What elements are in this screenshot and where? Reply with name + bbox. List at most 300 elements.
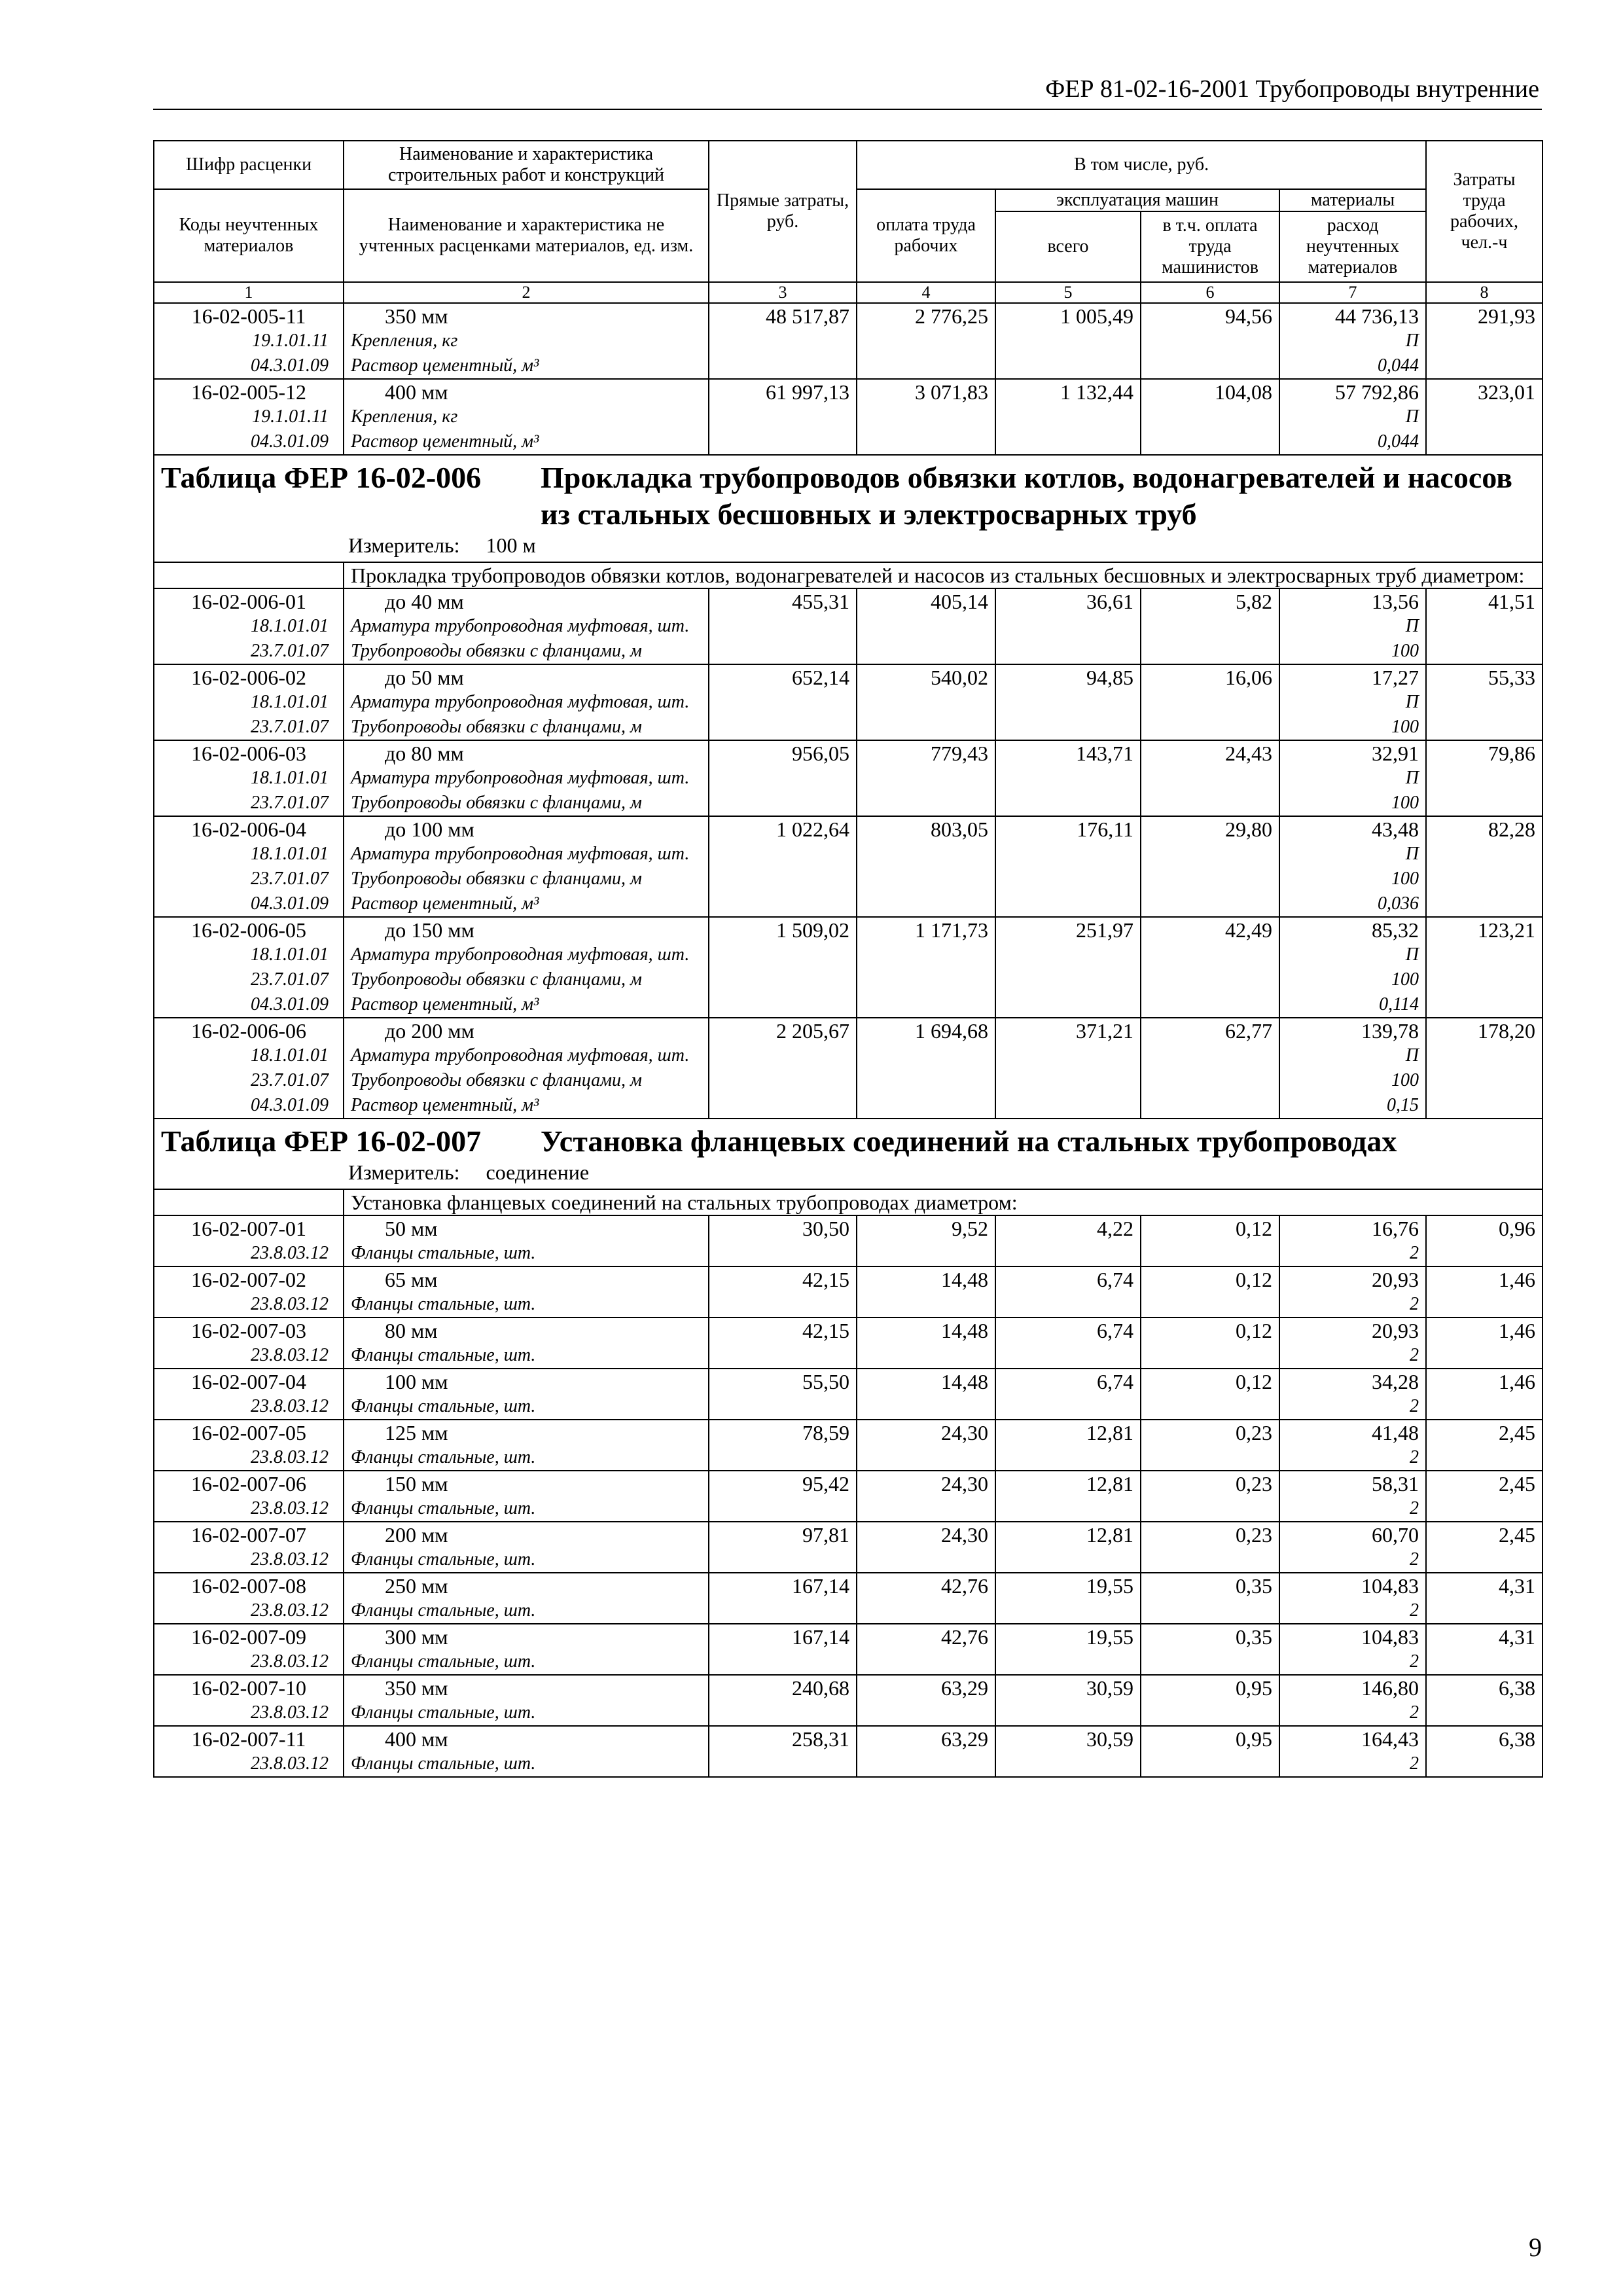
work-name-cell <box>344 1726 709 1777</box>
materials-cell <box>1279 1522 1426 1573</box>
work-name-cell <box>344 379 709 455</box>
labor-cost: 3 071,83 <box>857 379 995 455</box>
col-including-header: В том числе, руб. <box>857 141 1426 189</box>
material-name: Фланцы стальные, шт. <box>351 1396 536 1416</box>
materials-cost: 146,80 <box>1361 1676 1419 1700</box>
material-name: Раствор цементный, м³ <box>351 994 539 1014</box>
col-number: 4 <box>857 282 995 303</box>
rate-code: 16-02-005-12 <box>191 380 306 404</box>
rate-code-cell <box>154 1215 344 1266</box>
table-006-label: Таблица ФЕР 16-02-006 <box>161 461 482 494</box>
materials-cost: 20,93 <box>1372 1268 1419 1291</box>
rate-code-cell <box>154 1266 344 1318</box>
materials-cell <box>1279 588 1426 664</box>
work-name-cell <box>344 1573 709 1624</box>
material-code: 04.3.01.09 <box>251 994 329 1014</box>
material-name: Фланцы стальные, шт. <box>351 1294 536 1314</box>
table-row <box>154 740 1543 816</box>
material-code: 04.3.01.09 <box>251 431 329 452</box>
work-name: до 150 мм <box>385 918 474 942</box>
machines-cost: 176,11 <box>995 816 1141 917</box>
rate-code: 16-02-007-09 <box>191 1625 306 1649</box>
labor-cost: 63,29 <box>857 1726 995 1777</box>
meter-label: Измеритель: <box>348 1160 460 1184</box>
rate-code-cell <box>154 379 344 455</box>
document-title: ФЕР 81-02-16-2001 Трубопроводы внутренние <box>1045 75 1539 103</box>
material-code: 23.7.01.07 <box>251 641 329 661</box>
labor-hours: 1,46 <box>1426 1369 1543 1420</box>
work-name: до 100 мм <box>385 817 474 841</box>
rate-code: 16-02-007-01 <box>191 1217 306 1240</box>
materials-cost: 85,32 <box>1372 918 1419 942</box>
material-amount: 0,036 <box>1378 893 1419 914</box>
work-name-cell <box>344 1215 709 1266</box>
rate-code: 16-02-007-02 <box>191 1268 306 1291</box>
material-amount: П <box>1405 331 1419 351</box>
work-name: до 50 мм <box>385 666 464 689</box>
labor-hours: 323,01 <box>1426 379 1543 455</box>
machinist-labor-cost: 0,23 <box>1141 1420 1279 1471</box>
rate-code: 16-02-007-10 <box>191 1676 306 1700</box>
direct-cost: 455,31 <box>709 588 857 664</box>
materials-cell <box>1279 1215 1426 1266</box>
materials-cost: 16,76 <box>1372 1217 1419 1240</box>
material-amount: 100 <box>1391 641 1419 661</box>
table-row <box>154 1573 1543 1624</box>
rate-code: 16-02-007-11 <box>191 1727 306 1751</box>
machines-cost: 12,81 <box>995 1420 1141 1471</box>
work-name: до 40 мм <box>385 590 464 613</box>
direct-cost: 167,14 <box>709 1573 857 1624</box>
labor-cost: 63,29 <box>857 1675 995 1726</box>
machinist-labor-cost: 0,12 <box>1141 1266 1279 1318</box>
material-name: Трубопроводы обвязки с фланцами, м <box>351 1070 642 1090</box>
rate-code-cell <box>154 1522 344 1573</box>
col-materials-header: материалы <box>1279 189 1426 211</box>
labor-hours: 4,31 <box>1426 1573 1543 1624</box>
direct-cost: 95,42 <box>709 1471 857 1522</box>
work-name: до 200 мм <box>385 1019 474 1043</box>
material-amount: П <box>1405 616 1419 636</box>
labor-hours: 2,45 <box>1426 1522 1543 1573</box>
rate-code: 16-02-006-01 <box>191 590 306 613</box>
labor-hours: 82,28 <box>1426 816 1543 917</box>
materials-cell <box>1279 1369 1426 1420</box>
machines-cost: 12,81 <box>995 1471 1141 1522</box>
labor-hours: 41,51 <box>1426 588 1543 664</box>
material-amount: 2 <box>1410 1651 1419 1672</box>
material-name: Арматура трубопроводная муфтовая, шт. <box>351 1045 690 1066</box>
work-name: 150 мм <box>385 1472 448 1496</box>
material-name: Трубопроводы обвязки с фланцами, м <box>351 641 642 661</box>
materials-cost: 104,83 <box>1361 1625 1419 1649</box>
table-007-meter <box>161 1160 1535 1185</box>
materials-cell <box>1279 816 1426 917</box>
col-number: 1 <box>154 282 344 303</box>
work-name-cell <box>344 1675 709 1726</box>
material-amount: 2 <box>1410 1396 1419 1416</box>
work-name-cell <box>344 1266 709 1318</box>
material-name: Фланцы стальные, шт. <box>351 1549 536 1570</box>
material-name: Раствор цементный, м³ <box>351 431 539 452</box>
rate-code-cell <box>154 740 344 816</box>
table-006-section <box>154 455 1543 588</box>
rate-code-cell <box>154 1420 344 1471</box>
labor-cost: 803,05 <box>857 816 995 917</box>
material-name: Арматура трубопроводная муфтовая, шт. <box>351 692 690 712</box>
material-code: 23.8.03.12 <box>251 1396 329 1416</box>
work-name: 350 мм <box>385 1676 448 1700</box>
table-006-body <box>154 588 1543 1119</box>
rate-code: 16-02-006-02 <box>191 666 306 689</box>
machines-cost: 6,74 <box>995 1266 1141 1318</box>
rate-code-cell <box>154 588 344 664</box>
direct-cost: 652,14 <box>709 664 857 740</box>
material-name: Раствор цементный, м³ <box>351 1095 539 1115</box>
machines-cost: 4,22 <box>995 1215 1141 1266</box>
materials-cell <box>1279 303 1426 379</box>
table-007-intro: Установка фланцевых соединений на стальных трубопроводах диаметром: <box>344 1189 1543 1215</box>
table-row <box>154 303 1543 379</box>
table-row <box>154 917 1543 1018</box>
work-name: 125 мм <box>385 1421 448 1444</box>
material-name: Трубопроводы обвязки с фланцами, м <box>351 969 642 990</box>
table-header <box>154 141 1543 303</box>
work-name: 300 мм <box>385 1625 448 1649</box>
labor-cost: 1 694,68 <box>857 1018 995 1119</box>
material-amount: П <box>1405 944 1419 965</box>
labor-cost: 779,43 <box>857 740 995 816</box>
col-number: 5 <box>995 282 1141 303</box>
table-006-title: Прокладка трубопроводов обвязки котлов, водонагревателей и насосов из стальных бесшовных и электросварных труб <box>541 461 1512 531</box>
work-name: 400 мм <box>385 380 448 404</box>
material-amount: 2 <box>1410 1294 1419 1314</box>
labor-hours: 123,21 <box>1426 917 1543 1018</box>
material-amount: 2 <box>1410 1447 1419 1467</box>
material-name: Раствор цементный, м³ <box>351 893 539 914</box>
machinist-labor-cost: 0,12 <box>1141 1215 1279 1266</box>
materials-cost: 139,78 <box>1361 1019 1419 1043</box>
materials-cell <box>1279 1318 1426 1369</box>
rate-code-cell <box>154 1471 344 1522</box>
material-code: 23.8.03.12 <box>251 1345 329 1365</box>
machinist-labor-cost: 0,35 <box>1141 1624 1279 1675</box>
direct-cost: 258,31 <box>709 1726 857 1777</box>
material-amount: 100 <box>1391 969 1419 990</box>
machinist-labor-cost: 62,77 <box>1141 1018 1279 1119</box>
material-code: 18.1.01.01 <box>251 944 329 965</box>
material-code: 18.1.01.01 <box>251 1045 329 1066</box>
material-code: 19.1.01.11 <box>252 406 329 427</box>
direct-cost: 2 205,67 <box>709 1018 857 1119</box>
material-amount: П <box>1405 406 1419 427</box>
table-007-label: Таблица ФЕР 16-02-007 <box>161 1124 482 1158</box>
material-code: 23.8.03.12 <box>251 1447 329 1467</box>
col-number: 8 <box>1426 282 1543 303</box>
rate-code-cell <box>154 1726 344 1777</box>
table-005-body <box>154 303 1543 455</box>
rate-code-cell <box>154 1318 344 1369</box>
material-name: Фланцы стальные, шт. <box>351 1498 536 1518</box>
labor-cost: 42,76 <box>857 1624 995 1675</box>
direct-cost: 42,15 <box>709 1266 857 1318</box>
rate-code: 16-02-007-07 <box>191 1523 306 1547</box>
material-amount: 0,044 <box>1378 431 1419 452</box>
labor-cost: 405,14 <box>857 588 995 664</box>
direct-cost: 55,50 <box>709 1369 857 1420</box>
table-row <box>154 1266 1543 1318</box>
machines-cost: 143,71 <box>995 740 1141 816</box>
machines-cost: 1 005,49 <box>995 303 1141 379</box>
col-machines-labor-header: в т.ч. оплата труда машинистов <box>1141 211 1279 282</box>
work-name: 250 мм <box>385 1574 448 1598</box>
materials-cost: 44 736,13 <box>1335 304 1419 328</box>
machinist-labor-cost: 16,06 <box>1141 664 1279 740</box>
machines-cost: 6,74 <box>995 1318 1141 1369</box>
machines-cost: 251,97 <box>995 917 1141 1018</box>
col-name-header: Наименование и характеристика строительных работ и конструкций <box>344 141 709 189</box>
work-name-cell <box>344 1018 709 1119</box>
material-code: 18.1.01.01 <box>251 844 329 864</box>
work-name-cell <box>344 1369 709 1420</box>
document-header <box>153 73 1542 110</box>
labor-hours: 55,33 <box>1426 664 1543 740</box>
material-name: Фланцы стальные, шт. <box>351 1345 536 1365</box>
materials-cell <box>1279 1624 1426 1675</box>
rate-code: 16-02-006-06 <box>191 1019 306 1043</box>
materials-cost: 13,56 <box>1372 590 1419 613</box>
machinist-labor-cost: 0,12 <box>1141 1369 1279 1420</box>
rate-code: 16-02-006-04 <box>191 817 306 841</box>
material-code: 23.7.01.07 <box>251 793 329 813</box>
materials-cell <box>1279 740 1426 816</box>
direct-cost: 1 022,64 <box>709 816 857 917</box>
work-name: 65 мм <box>385 1268 438 1291</box>
table-007-section <box>154 1119 1543 1215</box>
material-name: Фланцы стальные, шт. <box>351 1702 536 1723</box>
material-amount: 100 <box>1391 793 1419 813</box>
rate-code-cell <box>154 816 344 917</box>
materials-cell <box>1279 664 1426 740</box>
labor-hours: 6,38 <box>1426 1675 1543 1726</box>
materials-cost: 104,83 <box>1361 1574 1419 1598</box>
material-code: 23.8.03.12 <box>251 1600 329 1621</box>
material-name: Раствор цементный, м³ <box>351 355 539 376</box>
machinist-labor-cost: 42,49 <box>1141 917 1279 1018</box>
material-name: Фланцы стальные, шт. <box>351 1651 536 1672</box>
direct-cost: 97,81 <box>709 1522 857 1573</box>
rate-code-cell <box>154 1573 344 1624</box>
material-amount: 2 <box>1410 1753 1419 1774</box>
materials-cost: 17,27 <box>1372 666 1419 689</box>
direct-cost: 167,14 <box>709 1624 857 1675</box>
material-name: Арматура трубопроводная муфтовая, шт. <box>351 844 690 864</box>
material-name: Трубопроводы обвязки с фланцами, м <box>351 793 642 813</box>
table-row <box>154 1471 1543 1522</box>
material-name: Арматура трубопроводная муфтовая, шт. <box>351 616 690 636</box>
table-006-intro: Прокладка трубопроводов обвязки котлов, водонагревателей и насосов из стальных бесшовных и электросварных труб диаметром: <box>344 562 1543 588</box>
materials-cost: 20,93 <box>1372 1319 1419 1342</box>
machines-cost: 6,74 <box>995 1369 1141 1420</box>
work-name: 400 мм <box>385 1727 448 1751</box>
table-row <box>154 1624 1543 1675</box>
table-row <box>154 1522 1543 1573</box>
work-name: до 80 мм <box>385 742 464 765</box>
machines-cost: 94,85 <box>995 664 1141 740</box>
rate-code: 16-02-005-11 <box>191 304 306 328</box>
work-name-cell <box>344 816 709 917</box>
material-code: 04.3.01.09 <box>251 355 329 376</box>
work-name-cell <box>344 664 709 740</box>
material-amount: П <box>1405 692 1419 712</box>
materials-cost: 41,48 <box>1372 1421 1419 1444</box>
table-row <box>154 816 1543 917</box>
work-name: 50 мм <box>385 1217 438 1240</box>
meter-value: соединение <box>486 1160 590 1184</box>
machinist-labor-cost: 24,43 <box>1141 740 1279 816</box>
table-row <box>154 379 1543 455</box>
labor-cost: 42,76 <box>857 1573 995 1624</box>
material-amount: 2 <box>1410 1498 1419 1518</box>
rate-code-cell <box>154 303 344 379</box>
work-name-cell <box>344 303 709 379</box>
col-name-sub-header: Наименование и характеристика не учтенных расценками материалов, ед. изм. <box>344 189 709 282</box>
labor-hours: 0,96 <box>1426 1215 1543 1266</box>
table-row <box>154 1420 1543 1471</box>
labor-hours: 1,46 <box>1426 1318 1543 1369</box>
materials-cell <box>1279 1675 1426 1726</box>
labor-cost: 14,48 <box>857 1369 995 1420</box>
materials-cost: 32,91 <box>1372 742 1419 765</box>
table-007-title: Установка фланцевых соединений на стальных трубопроводах <box>541 1124 1397 1158</box>
material-code: 18.1.01.01 <box>251 768 329 788</box>
materials-cost: 43,48 <box>1372 817 1419 841</box>
col-code-header: Шифр расценки <box>154 141 344 189</box>
table-row <box>154 1018 1543 1119</box>
work-name-cell <box>344 1522 709 1573</box>
machinist-labor-cost: 0,95 <box>1141 1675 1279 1726</box>
col-number: 3 <box>709 282 857 303</box>
machines-cost: 30,59 <box>995 1726 1141 1777</box>
material-name: Крепления, кг <box>351 331 458 351</box>
material-code: 04.3.01.09 <box>251 1095 329 1115</box>
work-name: 350 мм <box>385 304 448 328</box>
material-amount: 0,114 <box>1379 994 1419 1014</box>
rate-code-cell <box>154 1624 344 1675</box>
work-name-cell <box>344 917 709 1018</box>
labor-cost: 14,48 <box>857 1318 995 1369</box>
work-name-cell <box>344 1471 709 1522</box>
table-row <box>154 1318 1543 1369</box>
direct-cost: 42,15 <box>709 1318 857 1369</box>
material-code: 19.1.01.11 <box>252 331 329 351</box>
material-code: 23.8.03.12 <box>251 1702 329 1723</box>
labor-hours: 4,31 <box>1426 1624 1543 1675</box>
table-006-heading <box>161 459 1535 533</box>
material-code: 23.7.01.07 <box>251 869 329 889</box>
machinist-labor-cost: 5,82 <box>1141 588 1279 664</box>
machinist-labor-cost: 94,56 <box>1141 303 1279 379</box>
machines-cost: 12,81 <box>995 1522 1141 1573</box>
machinist-labor-cost: 0,95 <box>1141 1726 1279 1777</box>
material-amount: 100 <box>1391 869 1419 889</box>
labor-cost: 24,30 <box>857 1522 995 1573</box>
col-number: 6 <box>1141 282 1279 303</box>
material-amount: 2 <box>1410 1600 1419 1621</box>
direct-cost: 78,59 <box>709 1420 857 1471</box>
material-amount: П <box>1405 1045 1419 1066</box>
materials-cell <box>1279 1420 1426 1471</box>
machines-cost: 1 132,44 <box>995 379 1141 455</box>
machinist-labor-cost: 0,35 <box>1141 1573 1279 1624</box>
direct-cost: 1 509,02 <box>709 917 857 1018</box>
material-code: 18.1.01.01 <box>251 616 329 636</box>
labor-hours: 2,45 <box>1426 1420 1543 1471</box>
labor-hours: 2,45 <box>1426 1471 1543 1522</box>
rate-code-cell <box>154 664 344 740</box>
material-code: 23.8.03.12 <box>251 1651 329 1672</box>
column-numbers-row <box>154 282 1543 303</box>
materials-cell <box>1279 1471 1426 1522</box>
labor-hours: 1,46 <box>1426 1266 1543 1318</box>
material-amount: 100 <box>1391 1070 1419 1090</box>
machinist-labor-cost: 104,08 <box>1141 379 1279 455</box>
material-amount: 2 <box>1410 1243 1419 1263</box>
rates-table <box>153 140 1543 1778</box>
table-row <box>154 1726 1543 1777</box>
labor-cost: 24,30 <box>857 1471 995 1522</box>
labor-cost: 540,02 <box>857 664 995 740</box>
material-code: 23.7.01.07 <box>251 1070 329 1090</box>
rate-code: 16-02-006-05 <box>191 918 306 942</box>
material-code: 23.8.03.12 <box>251 1498 329 1518</box>
labor-cost: 2 776,25 <box>857 303 995 379</box>
rate-code: 16-02-007-06 <box>191 1472 306 1496</box>
col-labor-header: оплата труда рабочих <box>857 189 995 282</box>
col-direct-header: Прямые затраты, руб. <box>709 141 857 282</box>
machinist-labor-cost: 0,23 <box>1141 1522 1279 1573</box>
col-machines-total-header: всего <box>995 211 1141 282</box>
machinist-labor-cost: 0,12 <box>1141 1318 1279 1369</box>
machines-cost: 36,61 <box>995 588 1141 664</box>
col-number: 2 <box>344 282 709 303</box>
material-code: 23.7.01.07 <box>251 969 329 990</box>
work-name-cell <box>344 1420 709 1471</box>
material-code: 23.8.03.12 <box>251 1753 329 1774</box>
material-code: 18.1.01.01 <box>251 692 329 712</box>
rate-code: 16-02-007-03 <box>191 1319 306 1342</box>
table-006-meter <box>161 533 1535 558</box>
materials-cost: 58,31 <box>1372 1472 1419 1496</box>
labor-hours: 6,38 <box>1426 1726 1543 1777</box>
materials-cell <box>1279 1573 1426 1624</box>
materials-cost: 60,70 <box>1372 1523 1419 1547</box>
materials-cell <box>1279 1266 1426 1318</box>
materials-cost: 164,43 <box>1361 1727 1419 1751</box>
rate-code: 16-02-007-08 <box>191 1574 306 1598</box>
rate-code: 16-02-006-03 <box>191 742 306 765</box>
material-code: 04.3.01.09 <box>251 893 329 914</box>
table-row <box>154 1215 1543 1266</box>
table-row <box>154 588 1543 664</box>
direct-cost: 61 997,13 <box>709 379 857 455</box>
work-name-cell <box>344 1318 709 1369</box>
material-amount: 0,15 <box>1387 1095 1419 1115</box>
material-code: 23.8.03.12 <box>251 1243 329 1263</box>
machines-cost: 19,55 <box>995 1624 1141 1675</box>
materials-cell <box>1279 1726 1426 1777</box>
direct-cost: 30,50 <box>709 1215 857 1266</box>
